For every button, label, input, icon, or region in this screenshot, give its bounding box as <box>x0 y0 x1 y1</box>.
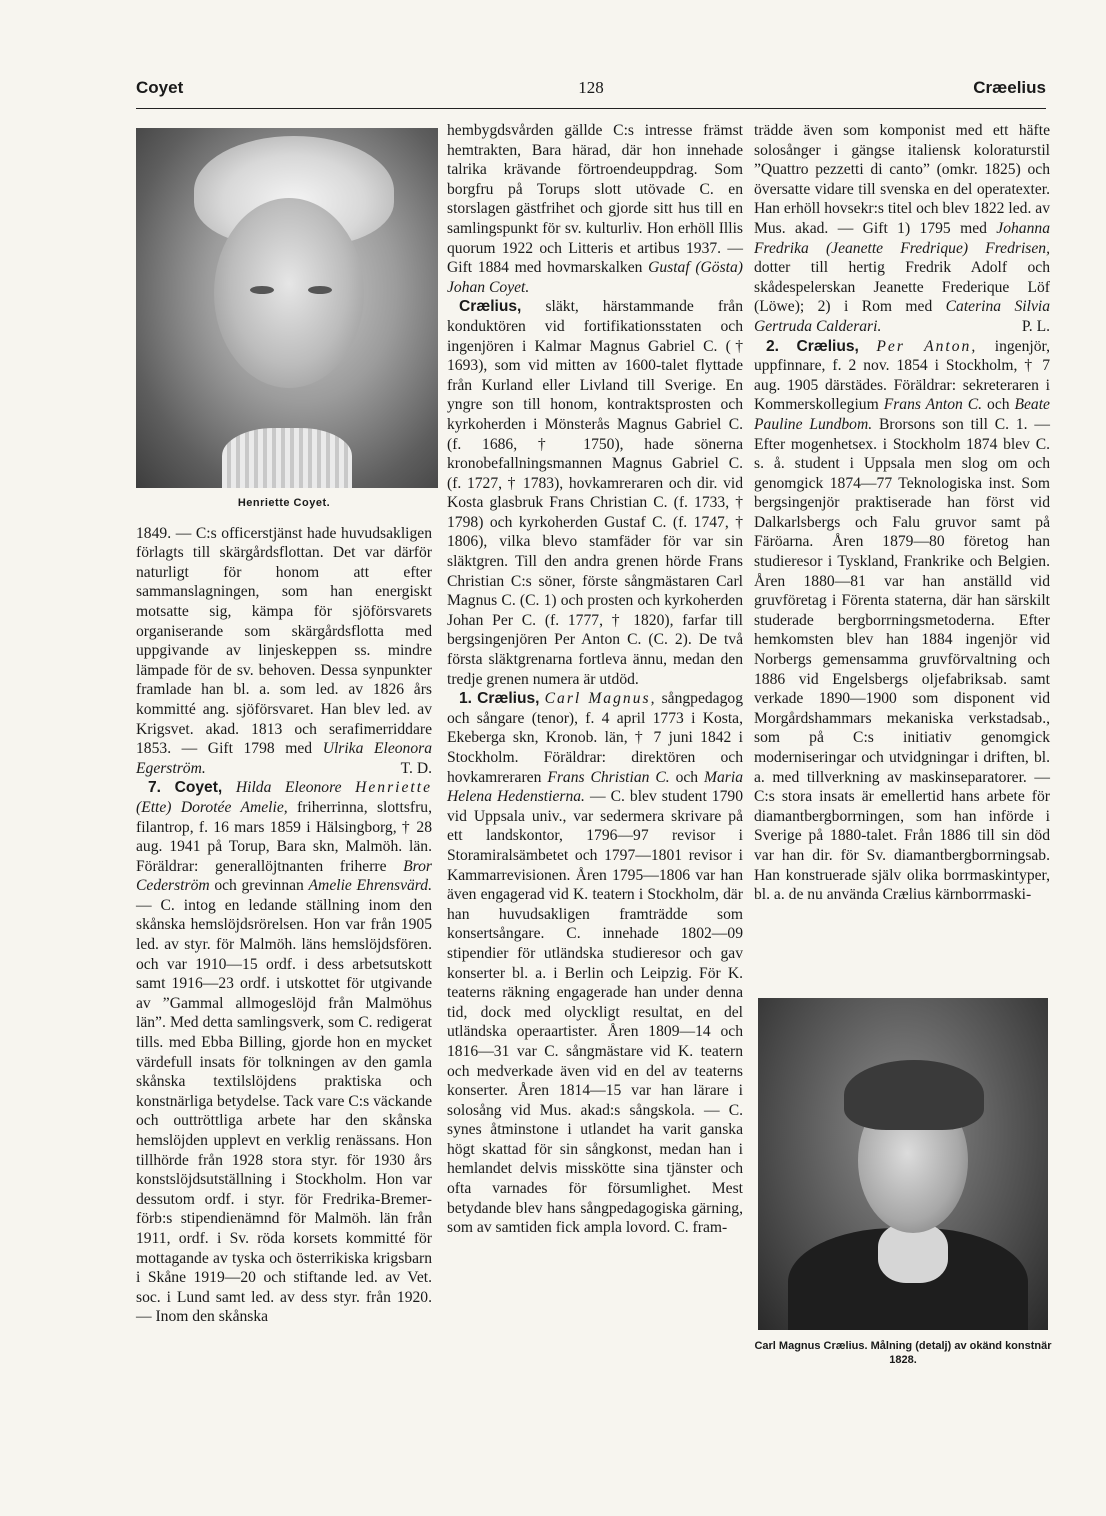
page-number: 128 <box>578 78 604 97</box>
column-3 <box>754 121 1050 905</box>
portrait-carl-magnus-craelius <box>758 998 1048 1330</box>
running-head-left: Coyet <box>136 78 184 97</box>
page-header <box>136 78 1046 102</box>
header-rule <box>136 108 1046 109</box>
paragraph-craelius-1-end: trädde även som komponist med ett häfte solosånger i gängse italiensk koloraturstil ”Quattro pezzetti di canto” (omkr. 1825) och översatte vidare till svenska en del operatexter. Han erhöll hovsekr:s titel och blev 1822 led. av Mus. akad. — Gift 1) 1795 med Johanna Fredrika (Jeanette Fredrique) Fredrisen, dotter till hertig Fredrik Adolf och skådespelerskan Jeanette Frederique Löf (Löwe); 2) i Rom med Caterina Silvia Gertruda Calderari. P. L. <box>754 122 1050 335</box>
paragraph-coyet-6-end: 1849. — C:s officerstjänst hade huvudsakligen förlagts till skärgårdsflottan. Det var därför naturligt för honom att efter sammanslagningen, som han energiskt motsatte sig, kämpa för sjöförsvarets organiserande som skärgårdsflotta med uppgivande av linjeskeppen ss. mindre lämpade för de sv. behoven. Dessa synpunkter framlade han bl. a. som led. av 1826 års kommitté ang. sjöförsvaret. Han blev led. av Krigsvet. akad. 1813 och serafimerriddare 1853. — Gift 1798 med Ulrika Eleonora Egerström. T. D. <box>136 524 433 777</box>
portrait2-caption: Carl Magnus Crælius. Målning (detalj) av okänd konstnär 1828. <box>754 1340 1052 1366</box>
paragraph-coyet-7-end: hembygdsvården gällde C:s intresse främst hemtrakten, Bara härad, där hon innehade talrika krävande förtroendeuppdrag. Som borgfru på Torups slott utövade C. en storslagen gästfrihet och gjorde sitt hus till en samlingspunkt för sv. kulturliv. Hon erhöll Illis quorum 1922 och Litteris et artibus 1937. — Gift 1884 med hovmarskalken Gustaf (Gösta) Johan Coyet. <box>447 122 743 296</box>
column-1 <box>136 128 432 1327</box>
entry-craelius-family: Crælius, släkt, härstammande från konduktören vid fortifikationsstaten och ingenjören i Kalmar Magnus Gabriel C. († 1693), som vid mitten av 1600-talet flyttade från Kurland eller Livland till Sverige. En yngre son till honom, kontraktsprosten och kyrkoherden i Mönsterås Magnus Gabriel C. (f. 1686, † 1750), hade sönerna kronobefallningsmannen Magnus Gabriel C. (f. 1727, † 1783), hovkamreraren och dir. vid Kosta glasbruk Frans Christian C. (f. 1733, † 1798) och kyrkoherden Gustaf C. (f. 1747, † 1806), vilka blevo stamfäder för var sin släktgren. Till den andra grenen hörde Frans Christian C:s söner, förste sångmästaren Carl Magnus C. (C. 1) och prosten och kyrkoherden Johan Per C. (f. 1777, † 1820), farfar till bergsingenjören Per Anton C. (C. 2). De två första släktgrenarna fortleva ännu, medan den tredje grenen numera är utdöd. <box>447 298 743 688</box>
signature-pl: P. L. <box>1021 317 1050 335</box>
portrait1-caption: Henriette Coyet. <box>237 497 331 509</box>
entry-headword: Crælius, <box>796 337 859 355</box>
signature-td: T. D. <box>400 759 432 777</box>
entry-headword: Coyet, <box>174 779 223 797</box>
entry-coyet-7: 7. Coyet, Hilda Eleonore Henriette (Ette) Dorotée Amelie, friherrinna, slottsfru, filantrop, f. 16 mars 1859 i Hälsingborg, † 28 aug. 1941 på Torup, Bara skn, Malmöh. län. Föräldrar: generallöjtnanten friherre Bror Cederström och grevinnan Amelie Ehrensvärd. — C. intog en ledande ställning inom den skånska hemslöjdsrörelsen. Hon var från 1905 led. av styr. för Malmöh. läns hemslöjdsfören. och var 1910—15 ordf. i dess arbetsutskott samt 1916—23 ordf. i utskottet för utgivande av ”Gammal allmogeslöjd från Malmöhus län”. Med detta samlingsverk, som C. redigerat tills. med Ebba Billing, gjorde hon en mycket värdefull insats för tolkningen av den gamla skånska textilslöjdens praktiska och konstnärliga betydelse. Tack vare C:s väckande och outtröttliga arbete har den skånska hemslöjden upplevt en verklig renässans. Hon tillhörde från 1928 stora styr. för 1930 års konstslöjdsutställning i Stockholm. Hon var dessutom ordf. i styr. för Fredrika-Bremer-förb:s stipendienämnd för Malmöh. län från 1911, ordf. i Sv. röda korsets kommitté för mottagande av tyska och österrikiska krigsbarn i Skåne 1919—20 och stiftande led. av Vet. soc. i Lund samt led. av dess styr. från 1920. — Inom den skånska <box>136 779 432 1326</box>
running-head-right: Cræelius <box>973 78 1046 97</box>
entry-craelius-2: 2. Crælius, Per Anton, ingenjör, uppfinnare, f. 2 nov. 1854 i Stockholm, † 7 aug. 1905 därstädes. Föräldrar: sekreteraren i Kommerskollegium Frans Anton C. och Beate Pauline Lundbom. Brorsons son till C. 1. — Efter mogenhetsex. i Stockholm 1874 blev C. s. å. student i Uppsala men slog om och genomgick 1874—77 Teknologiska inst. Som bergsingenjör praktiserade han först vid Dalkarlsbergs och Falu gruvor samt på Färöarna. Åren 1879—80 företog han studieresor i Tyskland, Frankrike och Belgien. Åren 1880—81 var han anställd vid gruvföretag i Förenta staterna, där han särskilt studerade bergborrningsmetoderna. Efter hemkomsten blev han 1884 ingenjör vid Norbergs gemensamma gruvförvaltning och 1886 vid Engelsbergs oljefabriksab. samt verkade 1890—1900 som disponent vid Morgårdshammars mekaniska verkstadsab., som på C:s initiativ genomgick moderniseringar och utvidgningar i driften, bl. a. med tillverkning av maskinseparatorer. — C:s stora insats är emellertid hans arbete för diamantbergborrningen, som han införde i Sverige på 1880-talet. Från 1886 till sin död var han dir. för Sv. diamantbergborrningsab. Han konstruerade själv olika borrmaskintyper, bl. a. de nu använda Crælius kärnborrmaski- <box>754 337 1051 904</box>
entry-craelius-1: 1. Crælius, Carl Magnus, sångpedagog och sångare (tenor), f. 4 april 1773 i Kosta, Ekeberga skn, Kronob. län, † 7 juni 1842 i Stockholm. Föräldrar: direktören och hovkamreraren Frans Christian C. och Maria Helena Hedenstierna. — C. blev student 1790 vid Uppsala univ., var sedermera skrivare på ett landskontor, 1796—97 revisor i Storamiralsämbetet och 1797—1801 revisor i Kammarrevisionen. Åren 1795—1806 var han även engagerad vid K. teatern i Stockholm, där han huvudsakligen framträdde som konsertsångare. C. innehade 1802—09 stipendier för utländska studieresor och gav konserter bl. a. i Berlin och Leipzig. För K. teaterns räkning engagerade han under denna tid, dock med olyckligt resultat, en del utländska operaartister. Åren 1809—14 och 1816—31 var C. sångmästare vid K. teatern och medverkade även vid en del av teaterns konserter. Åren 1814—15 var han lärare i solosång vid Mus. akad:s sångskola. — C. synes åtminstone i utlandet ha varit ganska högt skattad för sin sångkonst, medan han i hemlandet delvis misskötte sina tjänster och ofta varnades för försumlighet. Mest betydande blev hans sångpedagogiska gärning, som av samtiden fick ampla lovord. C. fram- <box>447 690 743 1237</box>
entry-headword: Crælius, <box>477 690 540 708</box>
entry-headword: Crælius, <box>459 298 522 316</box>
portrait-henriette-coyet <box>136 128 438 488</box>
column-2 <box>447 121 743 1238</box>
